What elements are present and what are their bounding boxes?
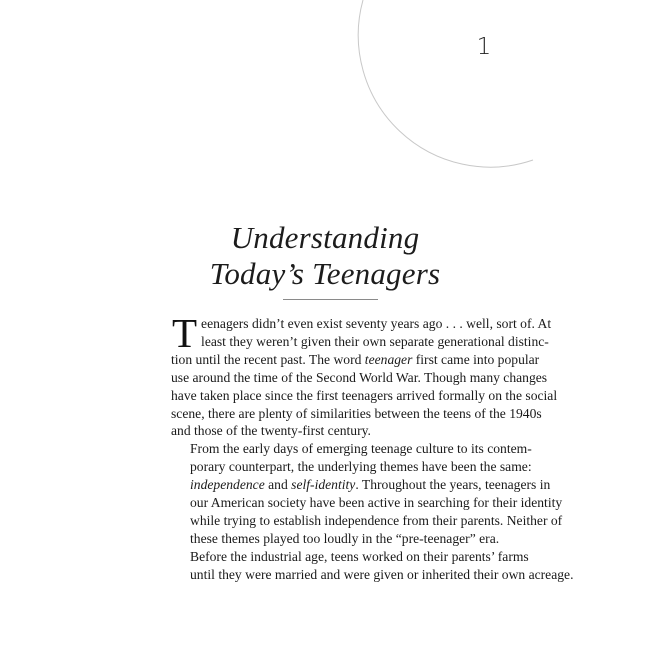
text-line: scene, there are plenty of similarities between the teens of the 1940s [171,405,542,421]
paragraph-3 [171,548,574,584]
chapter-number: 1 [476,34,492,60]
text-span: tion until the recent past. The word [171,351,365,367]
text-line: and those of the twenty-first century. [171,423,371,439]
body-text [171,310,574,584]
text-line: use around the time of the Second World War. Though many changes [171,369,548,385]
text-line: these themes played too loudly in the “pre-teenager” era. [190,530,500,546]
text-line: until they were married and were given or inherited their own acreage. [190,566,574,582]
text-line: From the early days of emerging teenage culture to its contem- [190,441,532,457]
drop-cap: T [172,310,198,356]
chapter-title-line-1: Understanding [230,220,420,255]
paragraph-2 [171,440,563,547]
text-span: first came into popular [412,351,540,367]
title-divider [283,299,378,300]
text-line: have taken place since the first teenagers arrived formally on the social [171,387,558,403]
text-span: and [264,477,292,493]
text-line: while trying to establish independence from their parents. Neither of [190,512,563,528]
text-line [171,476,551,494]
text-line [171,351,540,369]
emphasis: teenager [364,351,413,367]
text-line: least they weren’t given their own separate generational distinc- [201,333,549,349]
emphasis: independence [190,477,265,493]
emphasis: self-identity [291,477,356,493]
text-line: eenagers didn’t even exist seventy years ago . . . well, sort of. At [201,316,552,331]
chapter-title [150,220,500,292]
chapter-title-line-2: Today’s Teenagers [209,256,441,291]
paragraph-1 [171,310,558,440]
text-span: . Throughout the years, teenagers in [355,477,551,493]
text-line: Before the industrial age, teens worked on their parents’ farms [190,548,529,564]
text-line: porary counterpart, the underlying themes have been the same: [190,459,532,475]
text-line: our American society have been active in searching for their identity [190,495,563,511]
